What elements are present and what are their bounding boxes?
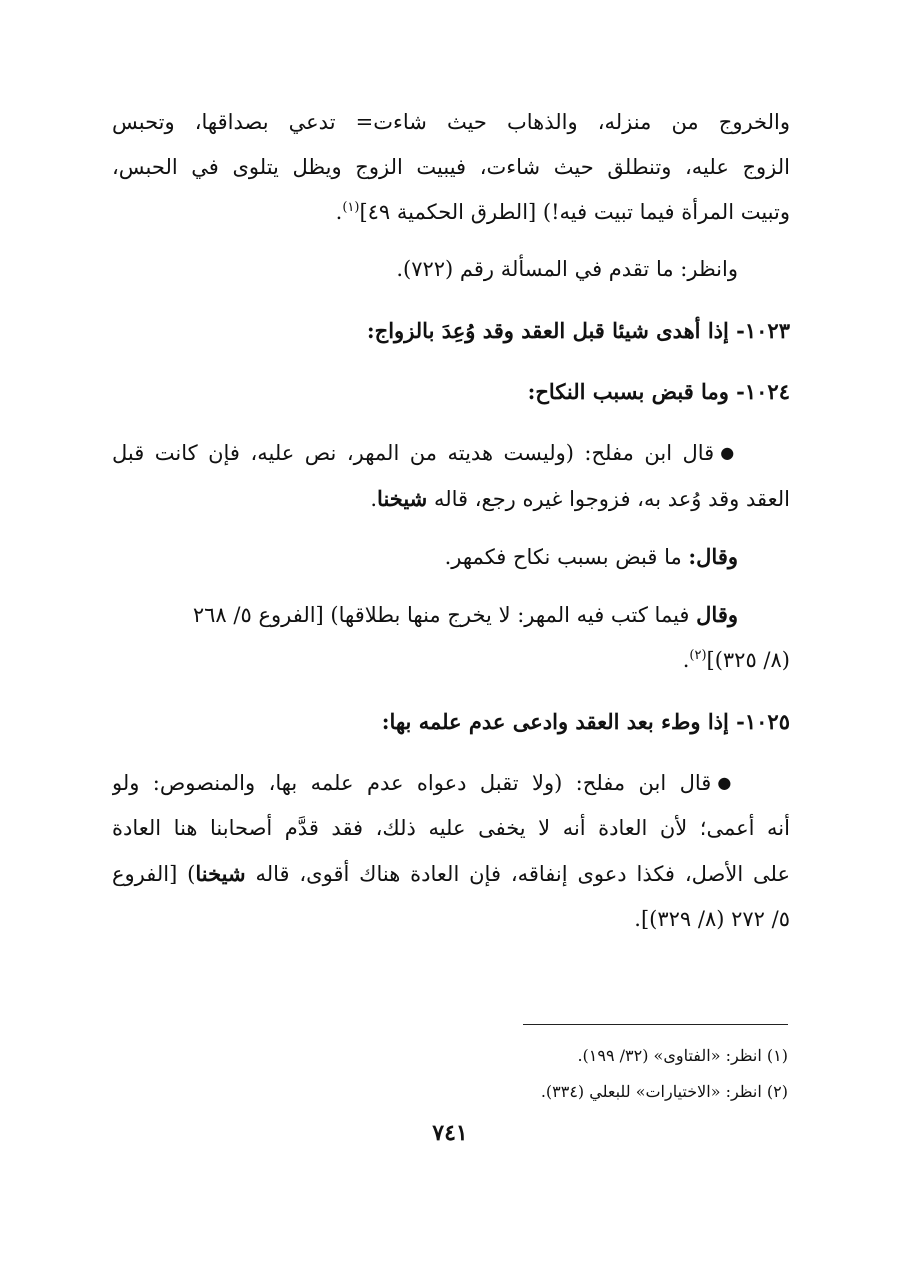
section-number: ١٠٢٥- xyxy=(736,709,790,734)
quote-line xyxy=(112,638,790,683)
paragraph-text: وتبيت المرأة فيما تبيت فيه!) [الطرق الحكمية ٤٩] xyxy=(359,200,790,224)
quote-line xyxy=(112,592,790,638)
section-heading-1023 xyxy=(112,308,790,353)
quote-text: (٨/ ٣٢٥)] xyxy=(706,648,790,672)
quote-text: قال ابن مفلح: (ولا تقبل دعواه عدم علمه بها، والمنصوص: ولو xyxy=(112,771,712,795)
footnotes xyxy=(288,1038,788,1110)
sheikh-name: شيخنا xyxy=(377,486,428,511)
quote-line xyxy=(112,760,790,806)
section-title: إذا وطء بعد العقد وادعى عدم علمه بها: xyxy=(381,709,729,734)
paragraph-line: والخروج من منزله، والذهاب حيث شاءت= تدعي بصداقها، وتحبس xyxy=(112,110,790,134)
quote-line xyxy=(112,430,790,476)
footnote-divider xyxy=(523,1024,788,1025)
quote-end: . xyxy=(370,487,378,511)
quote-line: ٥/ ٢٧٢ (٨/ ٣٢٩)]. xyxy=(634,907,790,931)
section-number: ١٠٢٤- xyxy=(736,379,790,404)
section-title: وما قبض بسبب النكاح: xyxy=(527,379,729,404)
section-title: إذا أهدى شيئا قبل العقد وقد وُعِدَ بالزواج: xyxy=(366,318,729,343)
quote-lead: وقال xyxy=(696,602,738,627)
quote-end: . xyxy=(682,648,690,672)
quote-line xyxy=(112,534,790,580)
quote-line: أنه أعمى؛ لأن العادة أنه لا يخفى عليه ذلك، فقد قدَّم أصحابنا هنا العادة xyxy=(112,816,790,840)
quote-text: العقد وقد وُعد به، فزوجوا غيره رجع، قاله xyxy=(433,487,790,511)
footnote-reference[interactable]: (١) xyxy=(342,200,360,215)
quote-line xyxy=(112,476,790,522)
bullet-icon: ● xyxy=(717,773,738,792)
paragraph-line: الزوج عليه، وتنطلق حيث شاءت، فيبيت الزوج ويظل يتلوى في الحبس، xyxy=(112,155,790,179)
quote-text: على الأصل، فكذا دعوى إنفاقه، فإن العادة هناك أقوى، قاله xyxy=(255,862,790,886)
section-heading-1024 xyxy=(112,369,790,414)
quote-line xyxy=(112,851,790,897)
footnote-reference[interactable]: (٢) xyxy=(689,648,707,663)
section-number: ١٠٢٣- xyxy=(736,318,790,343)
quote-text: قال ابن مفلح: (وليست هديته من المهر، نص عليه، فإن كانت قبل xyxy=(112,441,715,465)
paragraph-end: . xyxy=(335,200,343,224)
bullet-icon: ● xyxy=(720,443,738,462)
footnote-item: (١) انظر: «الفتاوى» (٣٢/ ١٩٩). xyxy=(577,1046,788,1065)
quote-text: ما قبض بسبب نكاح فكمهر. xyxy=(444,545,682,569)
quote-lead: وقال: xyxy=(688,544,738,569)
section-heading-1025 xyxy=(112,699,790,744)
paragraph-line xyxy=(112,190,790,235)
quote-text: فيما كتب فيه المهر: لا يخرج منها بطلاقها) [الفروع ٥/ ٢٦٨ xyxy=(192,603,690,627)
sheikh-name: شيخنا xyxy=(195,861,246,886)
main-text xyxy=(112,100,790,942)
quote-end: ) [الفروع xyxy=(112,862,196,886)
footnote-item: (٢) انظر: «الاختيارات» للبعلي (٣٣٤). xyxy=(540,1082,788,1101)
cross-reference: وانظر: ما تقدم في المسألة رقم (٧٢٢). xyxy=(396,257,738,281)
page-number: ٧٤١ xyxy=(432,1120,468,1146)
